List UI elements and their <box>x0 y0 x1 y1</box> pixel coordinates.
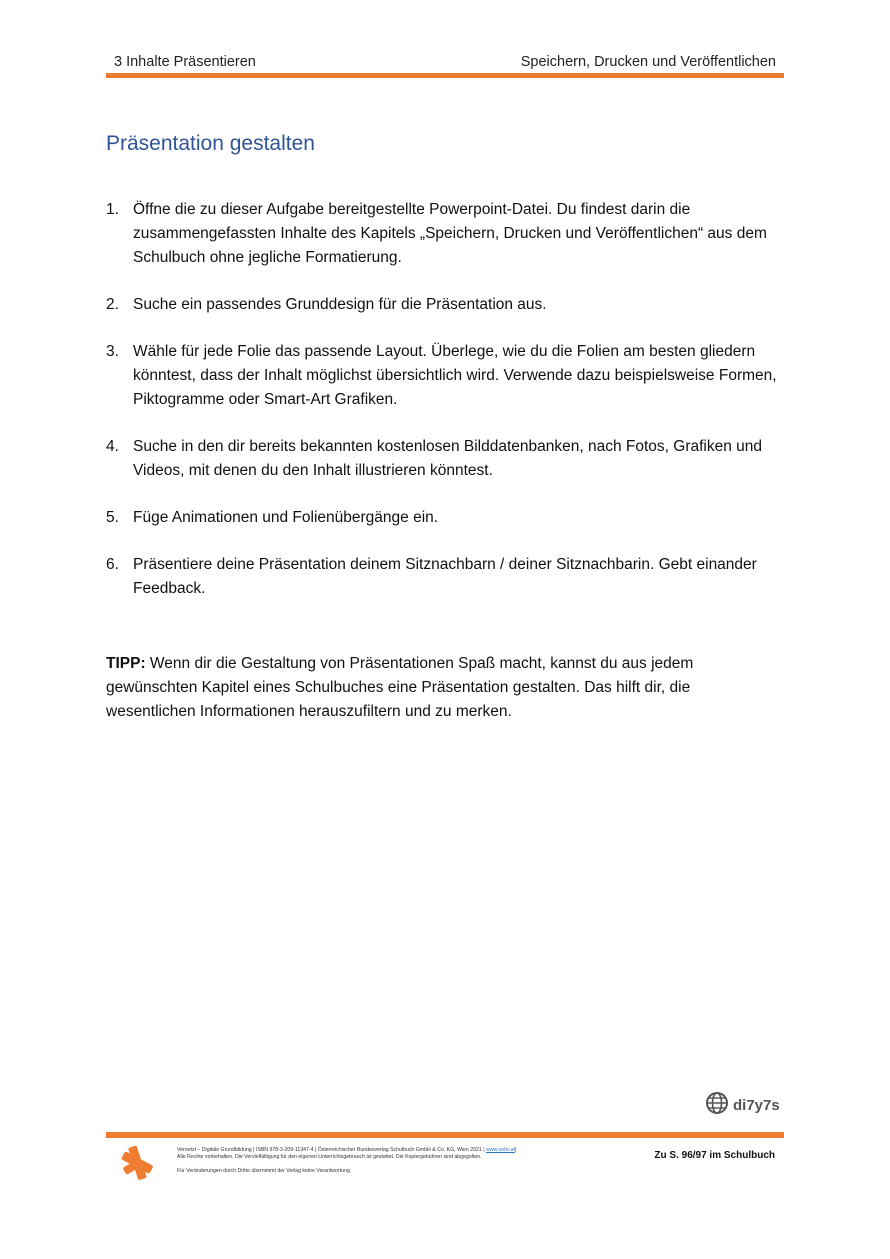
header-divider <box>106 73 784 78</box>
footer-divider <box>106 1132 784 1138</box>
publisher-link[interactable]: www.oebv.at <box>486 1147 516 1153</box>
legal-line: Für Veränderungen durch Dritte übernimmt der Verlag keine Verantwortung. <box>177 1168 352 1174</box>
task-item <box>106 553 778 601</box>
page-header <box>106 52 784 74</box>
task-text: Suche ein passendes Grunddesign für die Präsentation aus. <box>133 296 547 313</box>
section-label: Speichern, Drucken und Veröffentlichen <box>520 54 776 70</box>
tip-paragraph <box>106 652 778 724</box>
task-item <box>106 340 778 412</box>
task-text: Präsentiere deine Präsentation deinem Sitznachbarn / deiner Sitznachbarin. Gebt einander Feedback. <box>133 556 757 597</box>
task-list <box>106 198 778 624</box>
task-text: Wähle für jede Folie das passende Layout. Überlege, wie du die Folien am besten gliedern könntest, dass der Inhalt möglichst übersichtlich wird. Verwende dazu beispielsweise Formen, Piktogramme oder Smart-Art Grafiken. <box>133 343 777 408</box>
chapter-label: 3 Inhalte Präsentieren <box>114 54 256 70</box>
legal-notice <box>177 1147 597 1175</box>
legal-line: Alle Rechte vorbehalten. Die Vervielfältigung für den eigenen Unterrichtsgebrauch ist gestattet. Die Kopiergebühren sind abgegolten. <box>177 1154 482 1160</box>
page-title: Präsentation gestalten <box>106 132 315 155</box>
task-text: Füge Animationen und Folienübergänge ein. <box>133 509 439 526</box>
task-text: Suche in den dir bereits bekannten kostenlosen Bilddatenbanken, nach Fotos, Grafiken und Videos, mit denen du den Inhalt illustrieren könntest. <box>133 438 763 479</box>
tip-label: TIPP: <box>106 654 146 672</box>
brand-name: di7y7s <box>733 1096 780 1114</box>
task-item <box>106 506 778 530</box>
task-text: Öffne die zu dieser Aufgabe bereitgestellte Powerpoint-Datei. Du findest darin die zusammengefassten Inhalte des Kapitels „Speichern, Drucken und Veröffentlichen“ aus dem Schulbuch ohne jegliche Formatierung. <box>133 201 767 266</box>
legal-line: Vernetzt – Digitale Grundbildung | ISBN 978-3-209-11347-4 | Österreichischer Bundesverlag Schulbuch GmbH & Co. KG, Wien 2021 | www.oebv.at| <box>177 1147 517 1153</box>
task-number: 4. <box>106 438 119 455</box>
task-item <box>106 198 778 270</box>
task-number: 6. <box>106 556 119 573</box>
task-item <box>106 293 778 317</box>
globe-icon <box>705 1091 729 1119</box>
task-number: 2. <box>106 296 119 313</box>
task-number: 5. <box>106 509 119 526</box>
textbook-page-reference: Zu S. 96/97 im Schulbuch <box>654 1150 775 1161</box>
task-item <box>106 435 778 483</box>
task-number: 1. <box>106 201 119 218</box>
task-number: 3. <box>106 343 119 360</box>
publisher-logo <box>118 1144 156 1182</box>
tip-text: Wenn dir die Gestaltung von Präsentationen Spaß macht, kannst du aus jedem gewünschten Kapitel eines Schulbuches eine Präsentation gestalten. Das hilft dir, die wesentlichen Informationen herauszufiltern und zu merken. <box>106 654 694 720</box>
brand-badge <box>705 1092 780 1118</box>
